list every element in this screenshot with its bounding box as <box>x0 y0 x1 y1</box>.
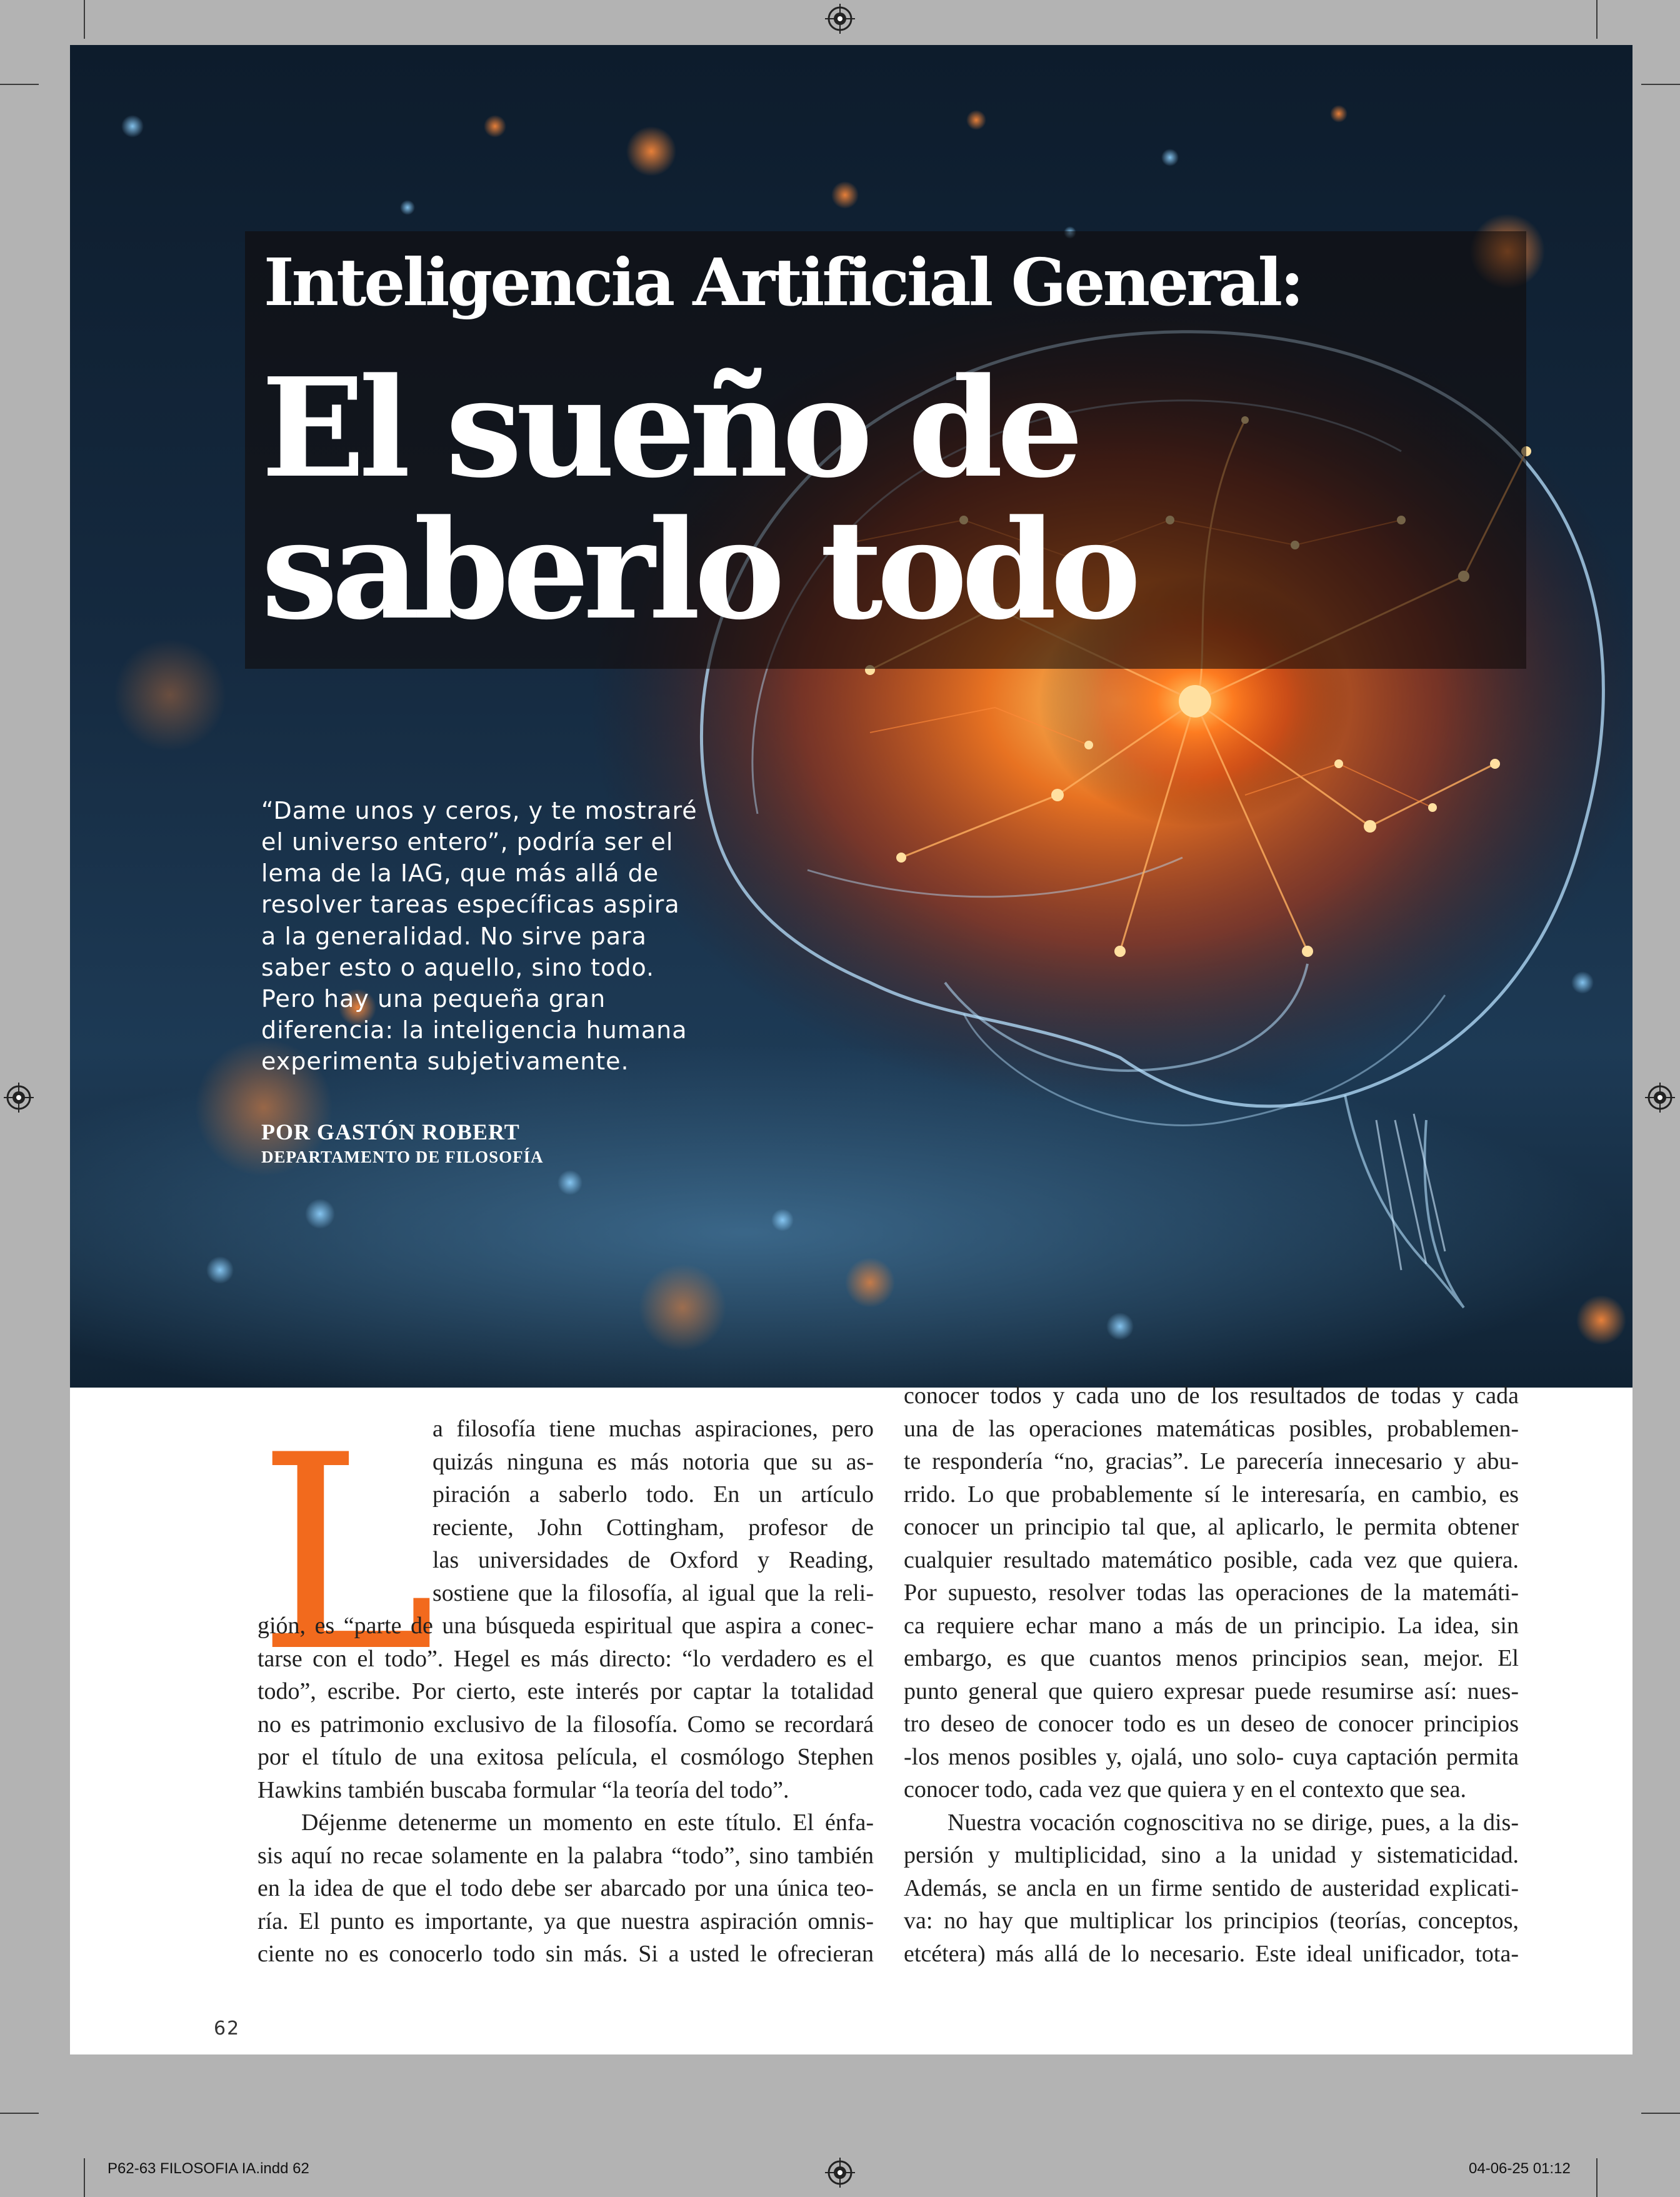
body-line: todo”, escribe. Por cierto, este interés por captar la totalidad <box>258 1678 874 1704</box>
headline-line: El sueño de <box>261 348 1078 508</box>
body-line: sostiene que la filosofía, al igual que la reli- <box>432 1579 874 1606</box>
body-line: conocer todo, cada vez que quiera y en el contexto que sea. <box>904 1776 1466 1803</box>
registration-mark-icon <box>4 1083 34 1113</box>
body-line: Hawkins también buscaba formular “la teoría del todo”. <box>258 1776 789 1803</box>
body-line: conocer todos y cada uno de los resultados de todas y cada <box>904 1383 1519 1409</box>
lead-line: experimenta subjetivamente. <box>261 1048 629 1076</box>
body-line: punto general que quiero expresar puede resumirse así: nues- <box>904 1678 1519 1704</box>
body-line: Déjenme detenerme un momento en este título. El énfa- <box>301 1809 874 1836</box>
body-line: tro deseo de conocer todo es un deseo de conocer principios <box>904 1711 1519 1737</box>
body-line: ría. El punto es importante, ya que nuestra aspiración omnis- <box>258 1908 874 1934</box>
body-line: cualquier resultado matemático posible, cada vez que quiera. <box>904 1546 1519 1573</box>
lead-line: lema de la IAG, que más allá de <box>261 859 659 888</box>
byline <box>261 1119 544 1167</box>
lead-line: diferencia: la inteligencia humana <box>261 1016 688 1044</box>
crop-mark <box>84 2158 85 2197</box>
body-line: por el título de una exitosa película, el cosmólogo Stephen <box>258 1744 874 1770</box>
body-line: rrido. Lo que probablemente sí le interesaría, en cambio, es <box>904 1481 1519 1508</box>
registration-mark-icon <box>825 4 855 34</box>
drop-cap: L <box>258 1398 436 1711</box>
author-name: POR GASTÓN ROBERT <box>261 1119 520 1144</box>
crop-mark <box>84 0 85 39</box>
headline-line: saberlo todo <box>261 489 1136 650</box>
crop-mark <box>1596 0 1598 39</box>
body-column-left <box>258 1398 874 1971</box>
article-kicker: Inteligencia Artificial General: <box>264 244 1302 321</box>
body-line: Nuestra vocación cognoscitiva no se dirige, pues, a la dis- <box>948 1809 1519 1836</box>
crop-mark <box>0 84 39 85</box>
body-line: embargo, es que cuantos menos principios sean, mejor. El <box>904 1645 1519 1671</box>
magazine-page <box>70 45 1632 2054</box>
body-line: persión y multiplicidad, sino a la unidad y sistematicidad. <box>904 1842 1519 1868</box>
author-department: DEPARTAMENTO DE FILOSOFÍA <box>261 1148 544 1166</box>
lead-line: “Dame unos y ceros, y te mostraré <box>261 797 698 824</box>
article-lead <box>261 795 824 1077</box>
body-line: tarse con el todo”. Hegel es más directo: “lo verdadero es el <box>258 1645 874 1672</box>
body-line: etcétera) más allá de lo necesario. Este ideal unificador, tota- <box>904 1940 1519 1967</box>
crop-mark <box>1641 2113 1680 2114</box>
slug-file-name: P62-63 FILOSOFIA IA.indd 62 <box>108 2160 309 2177</box>
body-line: las universidades de Oxford y Reading, <box>432 1547 874 1573</box>
lead-line: Pero hay una pequeña gran <box>261 984 606 1013</box>
body-column-right <box>904 1379 1519 1970</box>
body-line: ca requiere echar mano a más de un principio. La idea, sin <box>904 1612 1519 1639</box>
lead-line: a la generalidad. No sirve para <box>261 922 647 950</box>
body-line: a filosofía tiene muchas aspiraciones, pero <box>432 1416 874 1442</box>
body-line: te respondería “no, gracias”. Le parecería innecesario y abu- <box>904 1448 1519 1474</box>
crop-mark <box>1596 2158 1598 2197</box>
body-line: gión, es “parte de una búsqueda espiritual que aspira a conec- <box>258 1613 874 1639</box>
body-line: quizás ninguna es más notoria que su as- <box>432 1448 874 1475</box>
registration-mark-icon <box>825 2158 855 2188</box>
lead-line: el universo entero”, podría ser el <box>261 828 674 856</box>
lead-line: saber esto o aquello, sino todo. <box>261 953 655 981</box>
body-line: en la idea de que el todo debe ser abarcado por una única teo- <box>258 1875 874 1901</box>
slug-date: 04-06-25 01:12 <box>1469 2160 1571 2177</box>
body-line: no es patrimonio exclusivo de la filosofía. Como se recordará <box>258 1711 874 1738</box>
page-number: 62 <box>214 2018 241 2039</box>
body-line: reciente, John Cottingham, profesor de <box>432 1514 874 1541</box>
article-headline <box>261 348 1511 650</box>
crop-mark <box>1641 84 1680 85</box>
body-line: ciente no es conocerlo todo sin más. Si a usted le ofrecieran <box>258 1941 874 1967</box>
body-line: sis aquí no recae solamente en la palabra “todo”, sino también <box>258 1842 874 1869</box>
body-line: Además, se ancla en un firme sentido de austeridad explicati- <box>904 1874 1519 1901</box>
body-line: conocer un principio tal que, al aplicarlo, le permita obtener <box>904 1514 1519 1540</box>
lead-line: resolver tareas específicas aspira <box>261 891 680 919</box>
body-line: Por supuesto, resolver todas las operaciones de la matemáti- <box>904 1579 1519 1606</box>
registration-mark-icon <box>1645 1083 1675 1113</box>
body-line: -los menos posibles y, ojalá, uno solo- cuya captación permita <box>904 1743 1519 1770</box>
body-line: una de las operaciones matemáticas posibles, probablemen- <box>904 1415 1519 1442</box>
body-line: va: no hay que multiplicar los principios (teorías, conceptos, <box>904 1908 1519 1934</box>
hero-image <box>70 45 1632 1388</box>
body-line: piración a saberlo todo. En un artículo <box>432 1481 874 1508</box>
crop-mark <box>0 2113 39 2114</box>
